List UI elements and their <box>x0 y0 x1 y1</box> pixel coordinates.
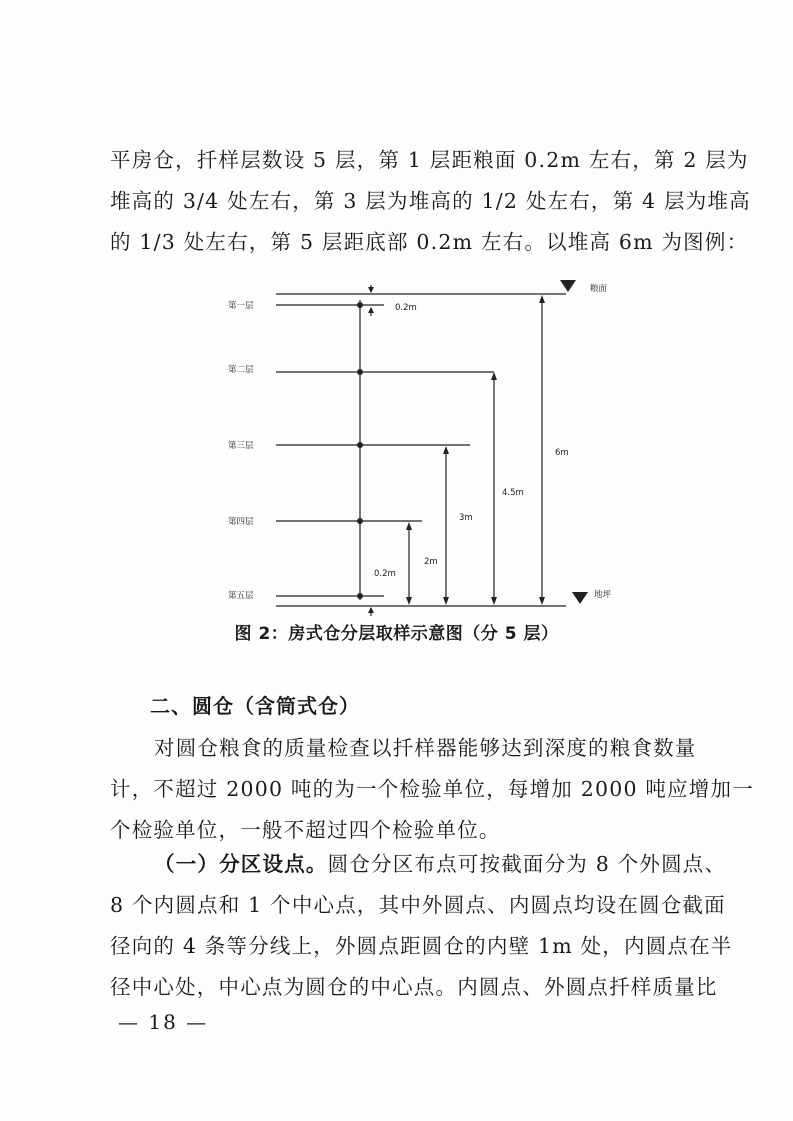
arrow-up-icon <box>443 446 449 454</box>
text-line: 计，不超过 2000 吨的为一个检验单位，每增加 2000 吨应增加一 <box>110 777 754 801</box>
arrow-down-icon <box>406 597 412 605</box>
text-line: 个检验单位，一般不超过四个检验单位。 <box>110 818 501 842</box>
page-number: — 18 — <box>118 1010 209 1034</box>
text-line: 堆高的 3/4 处左右，第 3 层为堆高的 1/2 处左右，第 4 层为堆高 <box>110 189 751 213</box>
subsection-lead: （一）分区设点。 <box>154 852 328 876</box>
layer-label: 第五层 <box>228 591 254 601</box>
sample-point <box>357 442 363 448</box>
text-line: 的 1/3 处左右，第 5 层距底部 0.2m 左右。以堆高 6m 为图例： <box>110 230 749 254</box>
arrow-down-icon <box>491 597 497 605</box>
text-line <box>110 844 727 885</box>
dim-bottom-label: 0.2m <box>374 569 396 579</box>
layer-label: 第四层 <box>228 517 254 527</box>
dim-top-label: 0.2m <box>395 303 417 313</box>
text-fragment: 圆仓分区布点可按截面分为 8 个外圆点、 <box>327 852 727 876</box>
section-heading: 二、圆仓（含筒式仓） <box>150 694 360 718</box>
floor-label: 地坪 <box>594 590 612 600</box>
arrow-up-icon <box>406 522 412 530</box>
paragraph-zoning <box>110 844 733 1008</box>
text-line: 径中心处，中心点为圆仓的中心点。内圆点、外圆点扦样质量比 <box>110 975 718 999</box>
arrow-up-icon <box>539 295 545 303</box>
arrow-down-icon <box>443 597 449 605</box>
layer-label: 第一层 <box>228 301 254 311</box>
dim-45m-label: 4.5m <box>502 488 524 498</box>
arrow-up-icon <box>368 607 374 613</box>
text-line: 8 个内圆点和 1 个中心点，其中外圆点、内圆点均设在圆仓截面 <box>110 893 726 917</box>
arrow-up-icon <box>491 372 497 380</box>
layer-label: 第三层 <box>228 441 254 451</box>
layer-label: 第二层 <box>228 365 254 375</box>
floor-triangle-icon <box>572 592 588 604</box>
dim-2m-label: 2m <box>424 557 438 567</box>
paragraph-layering-description <box>110 140 751 263</box>
dim-3m-label: 3m <box>459 513 473 523</box>
sample-point <box>357 369 363 375</box>
dim-6m-label: 6m <box>555 448 569 458</box>
arrow-up-icon <box>368 307 374 313</box>
text-line: 径向的 4 条等分线上，外圆点距圆仓的内壁 1m 处，内圆点在半 <box>110 934 733 958</box>
text-line: 平房仓，扦样层数设 5 层，第 1 层距粮面 0.2m 左右，第 2 层为 <box>110 148 749 172</box>
figure-caption: 图 2：房式仓分层取样示意图（分 5 层） <box>234 624 559 644</box>
sample-point <box>357 518 363 524</box>
grain-surface-triangle-icon <box>560 280 576 292</box>
arrow-down-icon <box>368 287 374 293</box>
surface-label: 粮面 <box>590 284 608 294</box>
paragraph-inspection-unit <box>110 728 754 851</box>
sample-point <box>357 593 363 599</box>
sample-point <box>357 302 363 308</box>
arrow-down-icon <box>539 597 545 605</box>
text-line: 对圆仓粮食的质量检查以扦样器能够达到深度的粮食数量 <box>154 736 697 760</box>
